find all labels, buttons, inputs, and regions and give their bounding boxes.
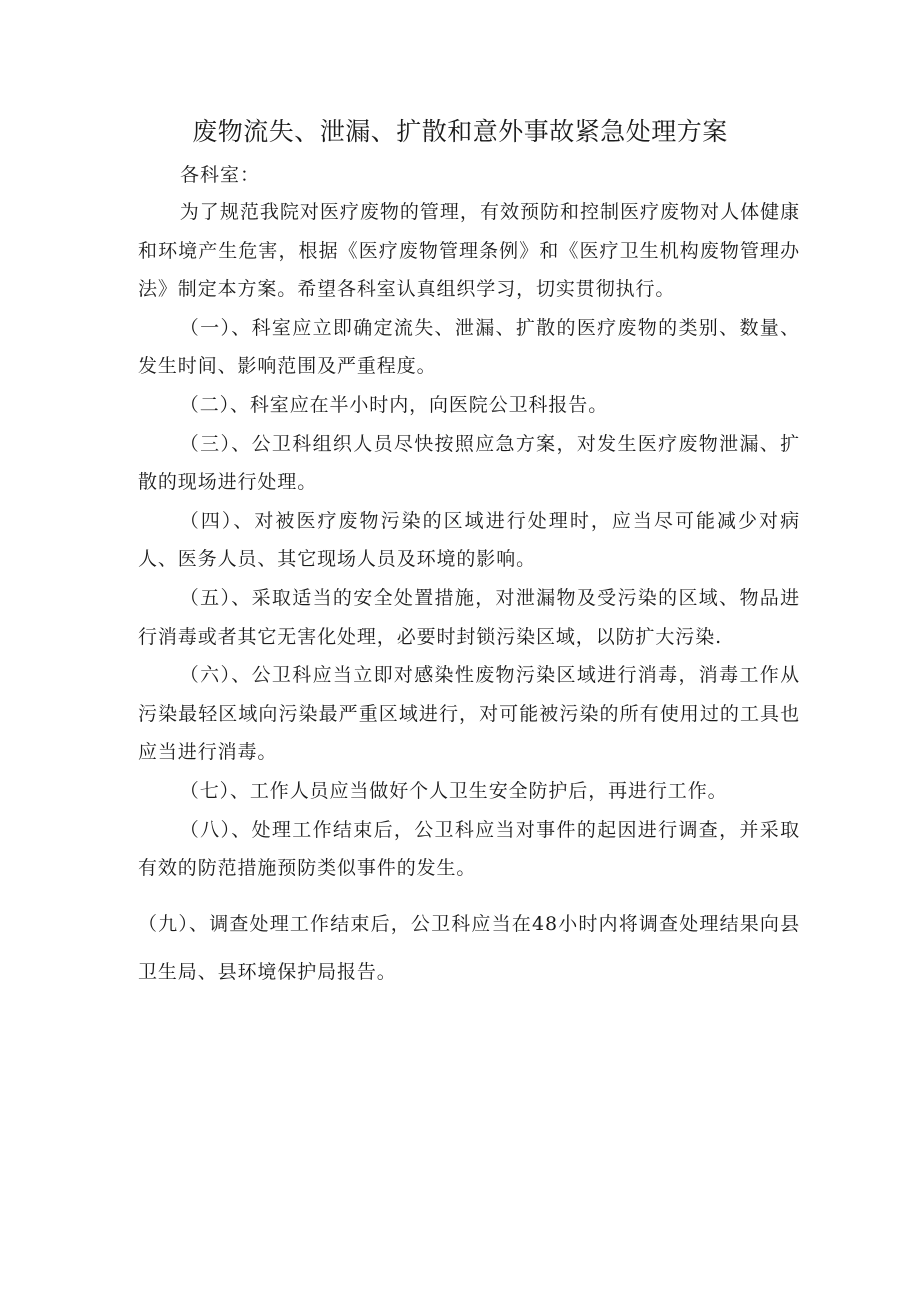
salutation: 各科室： bbox=[180, 164, 261, 186]
item-paragraph-8: （八）、处理工作结束后，公卫科应当对事件的起因进行调查，并采取有效的防范措施预防类似事件的发生。 bbox=[138, 818, 800, 880]
document-final-section bbox=[138, 900, 800, 996]
item-paragraph-5: （五）、采取适当的安全处置措施，对泄漏物及受污染的区域、物品进行消毒或者其它无害化处理，必要时封锁污染区域，以防扩大污染. bbox=[138, 586, 800, 648]
item-paragraph-4: （四）、对被医疗废物污染的区域进行处理时，应当尽可能减少对病人、医务人员、其它现场人员及环境的影响。 bbox=[138, 509, 800, 571]
item-paragraph-7: （七）、工作人员应当做好个人卫生安全防护后，再进行工作。 bbox=[179, 779, 728, 802]
document-title: 废物流失、泄漏、扩散和意外事故紧急处理方案 bbox=[192, 117, 728, 146]
item-paragraph-3: （三）、公卫科组织人员尽快按照应急方案，对发生医疗废物泄漏、扩散的现场进行处理。 bbox=[138, 432, 800, 494]
item-paragraph-2: （二）、科室应在半小时内，向医院公卫科报告。 bbox=[179, 393, 609, 416]
document-body bbox=[138, 193, 800, 888]
item-paragraph-9: （九）、调查处理工作结束后，公卫科应当在48小时内将调查处理结果向县卫生局、县环境保护局报告。 bbox=[138, 913, 800, 983]
item-paragraph-6: （六）、公卫科应当立即对感染性废物污染区域进行消毒，消毒工作从污染最轻区域向污染最严重区域进行，对可能被污染的所有使用过的工具也应当进行消毒。 bbox=[138, 664, 800, 764]
intro-paragraph: 为了规范我院对医疗废物的管理，有效预防和控制医疗废物对人体健康和环境产生危害，根据《医疗废物管理条例》和《医疗卫生机构废物管理办法》制定本方案。希望各科室认真组织学习，切实贯彻执行。 bbox=[138, 201, 800, 301]
item-paragraph-1: （一）、科室应立即确定流失、泄漏、扩散的医疗废物的类别、数量、发生时间、影响范围及严重程度。 bbox=[138, 316, 800, 378]
